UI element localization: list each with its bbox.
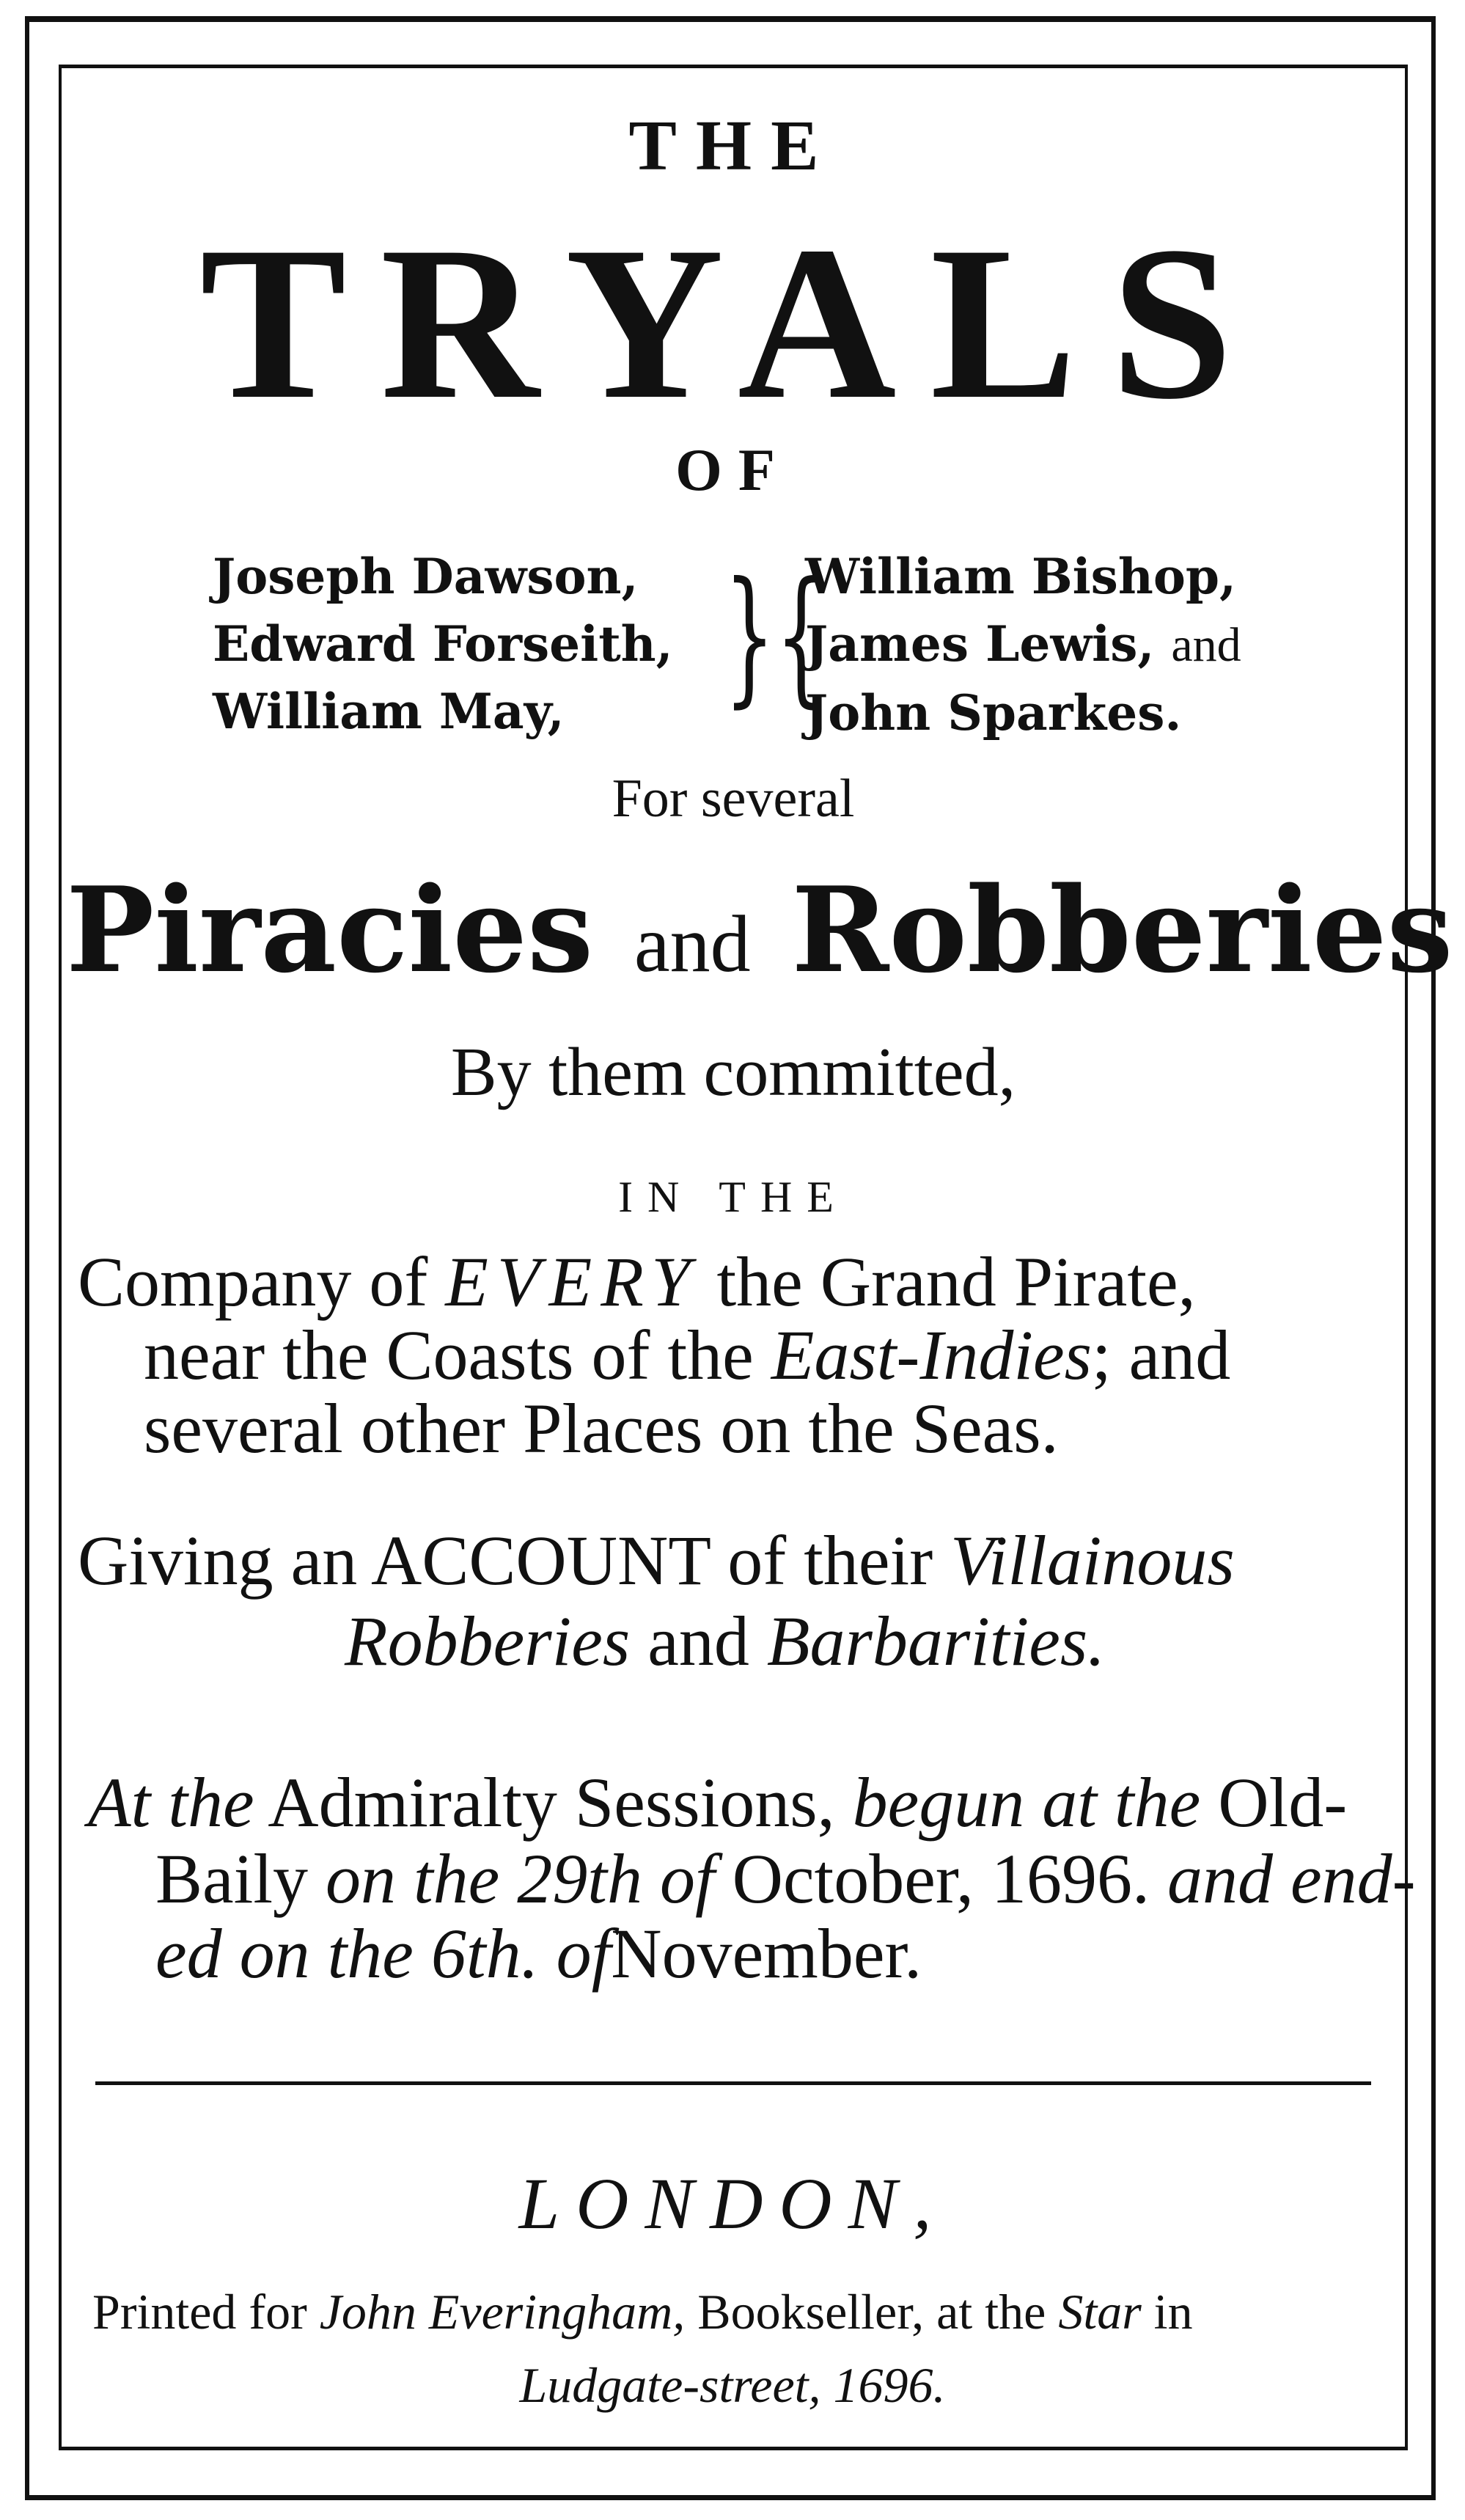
- brace-ornament: }{: [724, 551, 827, 722]
- november-line: [155, 1914, 922, 1993]
- begun-text: begun at the: [852, 1763, 1201, 1842]
- in-the-line: IN THE: [618, 1173, 848, 1221]
- near-text: near the Coasts of the: [144, 1316, 754, 1394]
- giving-text: Giving an ACCOUNT of their: [78, 1521, 933, 1600]
- for-several-line: For several: [612, 769, 855, 829]
- imprint-place: LONDON,: [518, 2163, 948, 2244]
- admiralty-sessions-text: Admiralty Sessions,: [268, 1763, 835, 1842]
- defendants-right-column: [805, 543, 1241, 747]
- and-text: ; and: [1092, 1316, 1231, 1394]
- baily-line: [155, 1839, 1416, 1918]
- defendant-name: Joseph Dawson,: [213, 548, 639, 605]
- printed-for-line: [92, 2284, 1193, 2340]
- defendant-name: William Bishop,: [805, 548, 1236, 605]
- every-name: EVERY: [445, 1242, 700, 1321]
- heading-tryals: TRYALS: [199, 201, 1267, 444]
- section-divider: [95, 2081, 1371, 2085]
- company-line: [78, 1242, 1196, 1321]
- frame-rule-bottom-outer: [29, 2495, 1436, 2500]
- and-word: and: [634, 899, 751, 989]
- old-text: Old-: [1218, 1763, 1348, 1842]
- printed-for-text: Printed for: [92, 2284, 307, 2340]
- by-them-committed-line: By them committed,: [450, 1034, 1016, 1110]
- frame-rule-right-inner: [1405, 65, 1408, 2450]
- october-date-text: October, 1696.: [732, 1839, 1150, 1918]
- several-places-line: several other Places on the Seas.: [144, 1389, 1059, 1468]
- frame-rule-right-outer: [1431, 16, 1436, 2500]
- defendant-name: John Sparkes.: [805, 684, 1182, 741]
- frame-rule-top-outer: [29, 16, 1436, 22]
- bookseller-text: Bookseller, at the: [697, 2284, 1046, 2340]
- company-text: Company of: [78, 1242, 428, 1321]
- address-line: Ludgate-street, 1696.: [519, 2357, 946, 2413]
- giving-account-line: [78, 1521, 1235, 1600]
- defendants-left-column: [213, 543, 673, 745]
- east-indies-text: East-Indies: [771, 1316, 1092, 1394]
- and-word: and: [1171, 618, 1241, 672]
- piracies-robberies-line: [66, 861, 1453, 999]
- and-end-text: and end-: [1167, 1839, 1416, 1918]
- frame-rule-left-inner: [59, 65, 62, 2450]
- robberies-word: Robberies: [791, 861, 1453, 999]
- and-text: and: [647, 1602, 749, 1680]
- robberies-text: Robberies: [345, 1602, 631, 1680]
- near-coasts-line: [144, 1316, 1231, 1394]
- november-text: November.: [611, 1914, 922, 1993]
- piracies-word: Piracies: [66, 861, 594, 999]
- frame-rule-bottom-inner: [59, 2447, 1408, 2450]
- printer-name: John Everingham,: [319, 2284, 686, 2340]
- on-the-29th-text: on the 29th of: [325, 1839, 715, 1918]
- defendant-name: William May,: [213, 683, 565, 740]
- frame-rule-left-outer: [25, 16, 29, 2500]
- barbarities-text: Barbarities.: [766, 1602, 1106, 1680]
- villainous-text: Villainous: [950, 1521, 1235, 1600]
- frame-rule-top-inner: [59, 65, 1408, 68]
- grand-pirate-text: the Grand Pirate,: [716, 1242, 1196, 1321]
- admiralty-line: [88, 1763, 1348, 1842]
- heading-the: THE: [628, 106, 838, 186]
- heading-of: OF: [675, 436, 791, 503]
- star-text: Star: [1058, 2284, 1142, 2340]
- defendant-name: Edward Forseith,: [213, 615, 673, 673]
- in-text: in: [1153, 2284, 1193, 2340]
- baily-text: Baily: [155, 1839, 308, 1918]
- robberies-barbarities-line: [345, 1602, 1106, 1680]
- defendant-name: James Lewis,: [805, 615, 1155, 673]
- ed-on-text: ed on the 6th. of: [155, 1914, 612, 1993]
- at-the-text: At the: [88, 1763, 254, 1842]
